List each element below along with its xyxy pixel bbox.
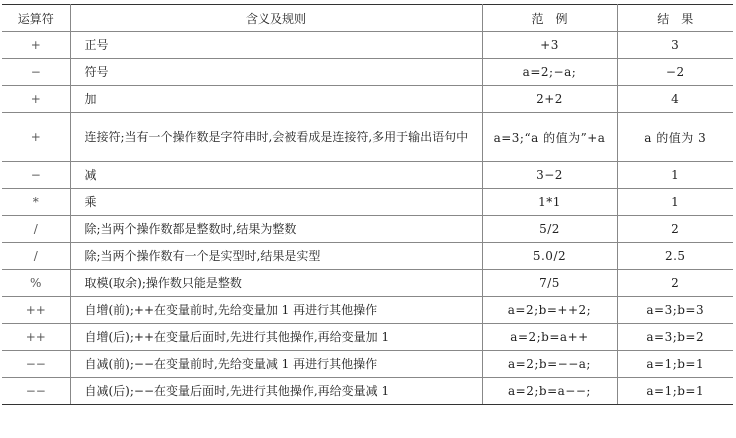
operator-cell: + <box>2 86 70 113</box>
example-cell: a=2;b=a++ <box>482 324 617 351</box>
result-cell: 2 <box>617 216 733 243</box>
table-row <box>2 243 733 270</box>
example-cell: 2+2 <box>482 86 617 113</box>
result-cell: 2 <box>617 270 733 297</box>
header-result: 结 果 <box>617 5 733 32</box>
example-cell: a=2;b=−−a; <box>482 351 617 378</box>
description-cell: 除;当两个操作数都是整数时,结果为整数 <box>70 216 482 243</box>
table-row <box>2 351 733 378</box>
table-row <box>2 189 733 216</box>
example-cell: a=2;b=a−−; <box>482 378 617 405</box>
operator-cell: + <box>2 113 70 162</box>
operator-cell: ++ <box>2 324 70 351</box>
example-cell: 5/2 <box>482 216 617 243</box>
operator-cell: % <box>2 270 70 297</box>
result-cell: a 的值为 3 <box>617 113 733 162</box>
result-cell: a=1;b=1 <box>617 378 733 405</box>
description-cell: 自增(后);++在变量后面时,先进行其他操作,再给变量加 1 <box>70 324 482 351</box>
operator-cell: + <box>2 32 70 59</box>
result-cell: 1 <box>617 162 733 189</box>
table-row <box>2 270 733 297</box>
operator-cell: * <box>2 189 70 216</box>
table-row <box>2 216 733 243</box>
table-row <box>2 324 733 351</box>
result-cell: a=3;b=3 <box>617 297 733 324</box>
description-cell: 自减(后);−−在变量后面时,先进行其他操作,再给变量减 1 <box>70 378 482 405</box>
description-cell: 符号 <box>70 59 482 86</box>
example-cell: 3−2 <box>482 162 617 189</box>
description-cell: 加 <box>70 86 482 113</box>
header-operator: 运算符 <box>2 5 70 32</box>
result-cell: 1 <box>617 189 733 216</box>
result-cell: 2.5 <box>617 243 733 270</box>
description-cell: 自增(前);++在变量前时,先给变量加 1 再进行其他操作 <box>70 297 482 324</box>
result-cell: a=1;b=1 <box>617 351 733 378</box>
operator-cell: − <box>2 162 70 189</box>
operator-table <box>2 4 733 405</box>
header-row <box>2 5 733 32</box>
header-example: 范 例 <box>482 5 617 32</box>
example-cell: a=2;−a; <box>482 59 617 86</box>
table-row <box>2 59 733 86</box>
operator-cell: ++ <box>2 297 70 324</box>
table-row <box>2 162 733 189</box>
description-cell: 除;当两个操作数有一个是实型时,结果是实型 <box>70 243 482 270</box>
description-cell: 自减(前);−−在变量前时,先给变量减 1 再进行其他操作 <box>70 351 482 378</box>
table-row <box>2 297 733 324</box>
example-cell: 1*1 <box>482 189 617 216</box>
operator-cell: −− <box>2 378 70 405</box>
example-cell: +3 <box>482 32 617 59</box>
table-row <box>2 378 733 405</box>
result-cell: 3 <box>617 32 733 59</box>
operator-cell: −− <box>2 351 70 378</box>
operator-cell: / <box>2 216 70 243</box>
result-cell: −2 <box>617 59 733 86</box>
description-cell: 取模(取余);操作数只能是整数 <box>70 270 482 297</box>
result-cell: 4 <box>617 86 733 113</box>
operator-cell: − <box>2 59 70 86</box>
table-row <box>2 113 733 162</box>
example-cell: 5.0/2 <box>482 243 617 270</box>
table-row <box>2 32 733 59</box>
description-cell: 连接符;当有一个操作数是字符串时,会被看成是连接符,多用于输出语句中 <box>70 113 482 162</box>
description-cell: 减 <box>70 162 482 189</box>
result-cell: a=3;b=2 <box>617 324 733 351</box>
example-cell: a=2;b=++2; <box>482 297 617 324</box>
header-meaning: 含义及规则 <box>70 5 482 32</box>
description-cell: 正号 <box>70 32 482 59</box>
table-row <box>2 86 733 113</box>
description-cell: 乘 <box>70 189 482 216</box>
example-cell: 7/5 <box>482 270 617 297</box>
example-cell: a=3;“a 的值为”+a <box>482 113 617 162</box>
operator-cell: / <box>2 243 70 270</box>
